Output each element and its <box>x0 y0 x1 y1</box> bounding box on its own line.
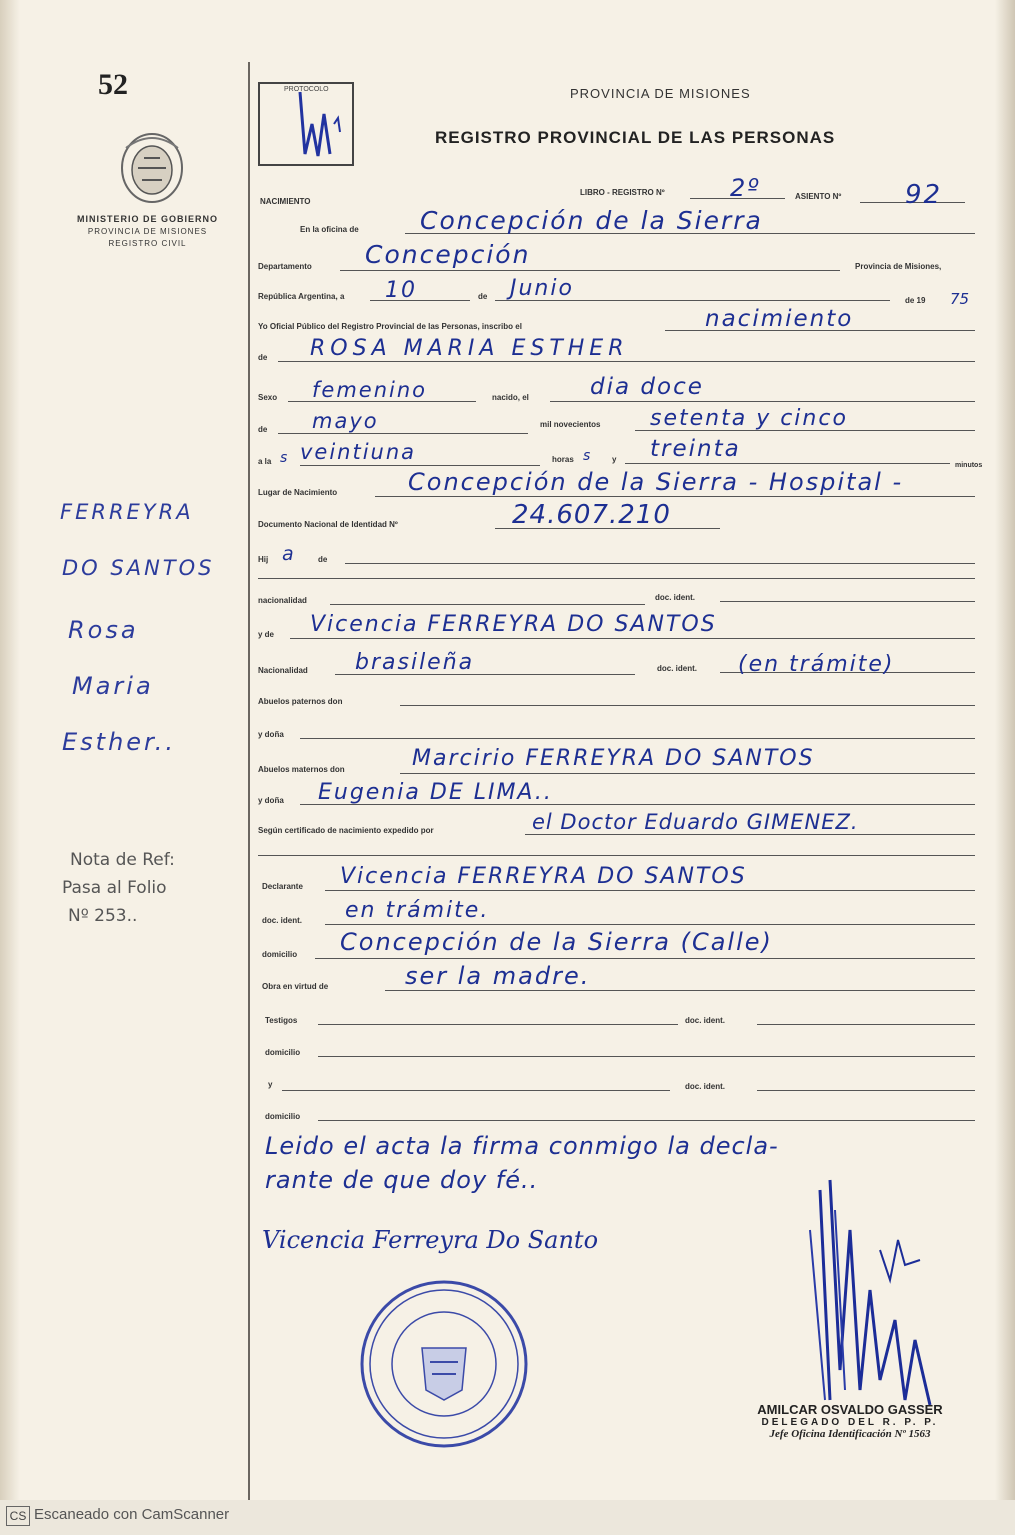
closing-line-2: rante de que doy fé.. <box>265 1166 539 1194</box>
label-de-mes: de <box>258 425 268 434</box>
margin-name-line-2: DO SANTOS <box>62 556 215 580</box>
line-mes-nacimiento <box>278 433 528 434</box>
margin-name-line-1: FERREYRA <box>60 500 194 524</box>
value-anio: 75 <box>950 290 970 308</box>
value-abuelo-materno: Marcirio FERREYRA DO SANTOS <box>412 746 815 771</box>
line-declarante <box>325 890 975 891</box>
label-obra: Obra en virtud de <box>262 982 329 991</box>
value-abuela-materna: Eugenia DE LIMA.. <box>318 780 553 805</box>
label-republica: República Argentina, a <box>258 292 345 301</box>
label-abuelos-paternos: Abuelos paternos don <box>258 697 343 706</box>
label-sexo: Sexo <box>258 393 278 402</box>
value-declarante: Vicencia FERREYRA DO SANTOS <box>340 864 747 889</box>
label-y-dona-1: y doña <box>258 730 284 739</box>
registry-seal-icon <box>358 1278 530 1450</box>
label-lugar: Lugar de Nacimiento <box>258 488 338 497</box>
label-domicilio-2: domicilio <box>265 1048 301 1057</box>
margin-name-line-4: Maria <box>72 672 154 700</box>
ministry-header <box>60 214 235 248</box>
label-dni: Documento Nacional de Identidad Nº <box>258 520 398 529</box>
value-mes-nacimiento: mayo <box>312 409 379 433</box>
line-obra <box>385 990 975 991</box>
label-segun: Según certificado de nacimiento expedido por <box>258 826 434 835</box>
value-dni: 24.607.210 <box>512 500 671 530</box>
line-certificado <box>525 834 975 835</box>
value-dia: 10 <box>385 278 417 303</box>
declarant-signature: Vicencia Ferreyra Do Santo <box>262 1226 599 1254</box>
value-doc-madre: (en trámite) <box>738 652 895 677</box>
line-padre-2 <box>258 578 975 579</box>
line-abuela-paterna <box>300 738 975 739</box>
label-doc-ident-4: doc. ident. <box>685 1016 725 1025</box>
label-y-dona-2: y doña <box>258 796 284 805</box>
folio-number: 52 <box>98 68 128 101</box>
value-libro: 2º <box>730 174 761 202</box>
value-anio-nacimiento: setenta y cinco <box>650 406 848 431</box>
line-departamento <box>340 270 840 271</box>
official-title: DELEGADO DEL R. P. P. <box>761 1417 939 1428</box>
line-minutos <box>625 463 950 464</box>
label-y: y <box>612 455 617 464</box>
line-nacido <box>550 401 975 402</box>
value-mes-inscripcion: Junio <box>510 276 574 301</box>
label-y-2: y <box>268 1080 273 1089</box>
line-doc-declarante <box>325 924 975 925</box>
scanner-footer <box>0 1500 1015 1535</box>
value-domicilio: Concepción de la Sierra (Calle) <box>340 928 773 956</box>
margin-name-line-3: Rosa <box>68 616 139 644</box>
value-horas-suffix: s <box>583 448 591 464</box>
official-stamp <box>725 1402 975 1440</box>
initials-mark-icon <box>260 84 352 164</box>
label-libro: LIBRO - REGISTRO Nº <box>580 188 665 197</box>
camscanner-icon: CS <box>6 1506 30 1526</box>
line-domicilio-3 <box>318 1120 975 1121</box>
province-title: PROVINCIA DE MISIONES <box>570 86 751 101</box>
line-nombre <box>278 361 975 362</box>
label-doc-ident-3: doc. ident. <box>262 916 302 925</box>
line-testigo-1 <box>318 1024 678 1025</box>
line-nacionalidad-1 <box>330 604 645 605</box>
value-nombre: ROSA MARIA ESTHER <box>310 336 629 361</box>
label-de-padre: de <box>318 555 328 564</box>
margin-note-line-3: Nº 253.. <box>68 906 138 926</box>
label-nacionalidad-1: nacionalidad <box>258 596 307 605</box>
value-departamento: Concepción <box>365 240 531 269</box>
label-asiento: ASIENTO Nº <box>795 192 842 201</box>
value-a-las-suffix: s <box>280 450 288 466</box>
label-oficial: Yo Oficial Público del Registro Provincial de las Personas, inscribo el <box>258 322 522 331</box>
scanner-footer-text: Escaneado con CamScanner <box>34 1506 230 1523</box>
margin-name-line-5: Esther.. <box>62 728 176 756</box>
value-madre: Vicencia FERREYRA DO SANTOS <box>310 612 717 637</box>
line-testigo-2 <box>282 1090 670 1091</box>
line-certificado-2 <box>258 855 975 856</box>
label-declarante: Declarante <box>262 882 303 891</box>
value-asiento: 92 <box>905 180 943 210</box>
label-y-de: y de <box>258 630 275 639</box>
official-office: Jefe Oficina Identificación Nº 1563 <box>769 1428 931 1440</box>
value-obra: ser la madre. <box>405 962 591 990</box>
label-nacimiento: NACIMIENTO <box>260 197 311 206</box>
protocol-stamp-box <box>258 82 354 166</box>
ministry-province: PROVINCIA DE MISIONES <box>87 227 208 236</box>
registry-title: REGISTRO PROVINCIAL DE LAS PERSONAS <box>435 128 836 147</box>
line-abuelos-maternos <box>400 773 975 774</box>
label-doc-ident-2: doc. ident. <box>657 664 697 673</box>
margin-note-line-2: Pasa al Folio <box>62 878 167 898</box>
line-doc-ident-1 <box>720 601 975 602</box>
label-nacido: nacido, el <box>492 393 529 402</box>
label-nacionalidad-2: Nacionalidad <box>258 666 308 675</box>
label-oficina: En la oficina de <box>300 225 359 234</box>
margin-note-line-1: Nota de Ref: <box>70 850 175 870</box>
provincial-crest-icon <box>116 128 188 206</box>
label-doc-ident-1: doc. ident. <box>655 593 695 602</box>
value-lugar: Concepción de la Sierra - Hospital - <box>408 468 904 496</box>
line-domicilio-2 <box>318 1056 975 1057</box>
label-abuelos-maternos: Abuelos maternos don <box>258 765 345 774</box>
label-de-19: de 19 <box>905 296 926 305</box>
value-oficina: Concepción de la Sierra <box>420 206 763 235</box>
label-doc-ident-5: doc. ident. <box>685 1082 725 1091</box>
label-hijo: Hij <box>258 555 269 564</box>
page-binding-edge <box>0 0 20 1535</box>
label-de-nombre: de <box>258 353 268 362</box>
value-tipo: nacimiento <box>705 306 854 332</box>
line-padre <box>345 563 975 564</box>
line-domicilio-1 <box>315 958 975 959</box>
line-doc-ident-4 <box>757 1024 975 1025</box>
value-dia-nacimiento: dia doce <box>590 374 704 400</box>
label-testigos: Testigos <box>265 1016 298 1025</box>
official-name: AMILCAR OSVALDO GASSER <box>757 1402 943 1417</box>
label-mil: mil novecientos <box>540 420 601 429</box>
value-certificado: el Doctor Eduardo GIMENEZ. <box>532 810 859 834</box>
page-right-edge <box>995 0 1015 1535</box>
closing-line-1: Leido el acta la firma conmigo la decla- <box>265 1132 779 1160</box>
label-a-las: a la <box>258 457 272 466</box>
official-signature-icon <box>720 1170 970 1410</box>
value-nacionalidad-madre: brasileña <box>355 650 475 675</box>
value-hora: veintiuna <box>300 440 417 464</box>
label-de: de <box>478 292 488 301</box>
label-horas: horas <box>552 455 574 464</box>
line-doc-ident-5 <box>757 1090 975 1091</box>
value-hijo-suffix: a <box>282 543 294 565</box>
label-provincia: Provincia de Misiones, <box>855 262 942 271</box>
label-domicilio-1: domicilio <box>262 950 298 959</box>
ministry-name: MINISTERIO DE GOBIERNO <box>76 214 218 224</box>
label-minutos: minutos <box>955 462 983 469</box>
line-abuelos-paternos <box>400 705 975 706</box>
label-departamento: Departamento <box>258 262 312 271</box>
value-sexo: femenino <box>312 378 427 402</box>
protocol-stamp-label: PROTOCOLO <box>284 86 329 93</box>
label-domicilio-3: domicilio <box>265 1112 301 1121</box>
line-lugar <box>375 496 975 497</box>
value-doc-declarante: en trámite. <box>345 898 490 923</box>
line-hora <box>300 465 540 466</box>
value-minutos: treinta <box>650 436 741 462</box>
line-madre <box>290 638 975 639</box>
margin-rule <box>248 62 250 1502</box>
ministry-registry: REGISTRO CIVIL <box>108 239 187 248</box>
